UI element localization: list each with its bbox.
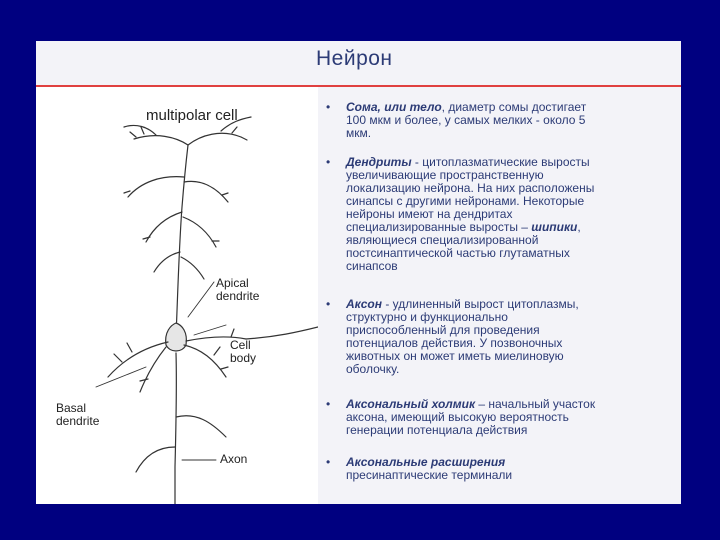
slide-title: Нейрон — [316, 47, 393, 70]
bullet-text: аксона, имеющий высокую вероятность — [346, 410, 569, 424]
bullet-dot: • — [326, 397, 331, 411]
bullet-text: синапсов — [346, 259, 398, 273]
bullet-text: синапсы с другими нейронами. Некоторые — [346, 194, 585, 208]
bullet-text: приспособленный для проведения — [346, 323, 540, 337]
title-band — [36, 41, 681, 85]
label-apical-line2: dendrite — [216, 289, 260, 303]
bullet-text: мкм. — [346, 126, 372, 140]
bullet-text: - цитоплазматические выросты — [411, 155, 590, 169]
bullet-dot: • — [326, 155, 331, 169]
bullet-line — [346, 363, 676, 376]
bullet-line — [346, 469, 676, 482]
slide — [36, 41, 681, 504]
bullet-line — [346, 114, 676, 127]
bullet-text: – начальный участок — [475, 397, 596, 411]
bullet-soma — [326, 100, 676, 140]
label-cell-line2: body — [230, 351, 257, 365]
bullet-text: локализацию нейрона. На них расположены — [346, 181, 595, 195]
bullet-text: увеличивающие пространственную — [346, 168, 544, 182]
bullet-text: животных он может иметь миелиновую — [346, 349, 564, 363]
bullet-text: - удлиненный вырост цитоплазмы, — [382, 297, 579, 311]
bullet-axon-hillock — [326, 397, 676, 437]
text-panel — [318, 87, 681, 504]
bullet-axon-terminals — [326, 455, 676, 482]
bullet-dot: • — [326, 455, 331, 469]
bullet-text: оболочку. — [346, 362, 400, 376]
bullet-term: Аксональные расширения — [346, 455, 506, 469]
bullet-line — [346, 424, 676, 437]
bullet-text: потенциалов действия. У позвоночных — [346, 336, 563, 350]
bullet-dot: • — [326, 297, 331, 311]
neuron-figure — [36, 87, 318, 504]
bullet-text: являющиеся специализированной — [346, 233, 539, 247]
figure-title: multipolar cell — [146, 107, 238, 124]
bullet-text: постсинаптической частью глутаматных — [346, 246, 570, 260]
bullet-axon — [326, 297, 676, 376]
bullet-term: Аксональный холмик — [346, 397, 476, 411]
label-cell-body — [230, 339, 256, 365]
neuron-drawing — [36, 87, 318, 504]
label-basal-dendrite — [56, 402, 99, 428]
bullet-term: шипики — [531, 220, 578, 234]
bullet-term: Дендриты — [346, 155, 412, 169]
bullet-term: Аксон — [346, 297, 382, 311]
bullet-text: структурно и функционально — [346, 310, 508, 324]
bullet-text: пресинаптические терминали — [346, 468, 513, 482]
label-basal-line1: Basal — [56, 401, 87, 415]
bullet-text: , диаметр сомы достигает — [441, 100, 587, 114]
label-apical-dendrite — [216, 277, 259, 303]
bullet-dendrites — [326, 155, 676, 273]
bullet-text: специализированные выросты – — [346, 220, 532, 234]
bullet-line — [346, 127, 676, 140]
bullet-text: нейроны имеют на дендритах — [346, 207, 513, 221]
bullet-line — [346, 260, 676, 273]
label-apical-line1: Apical — [216, 276, 249, 290]
label-basal-line2: dendrite — [56, 414, 100, 428]
label-axon: Axon — [220, 452, 248, 466]
bullet-text: генерации потенциала действия — [346, 423, 528, 437]
label-cell-line1: Cell — [230, 338, 251, 352]
bullet-term: Сома, или тело — [346, 100, 442, 114]
bullet-text: 100 мкм и более, у самых мелких - около 5 — [346, 113, 586, 127]
bullet-dot: • — [326, 100, 331, 114]
bullet-text: , — [577, 220, 581, 234]
